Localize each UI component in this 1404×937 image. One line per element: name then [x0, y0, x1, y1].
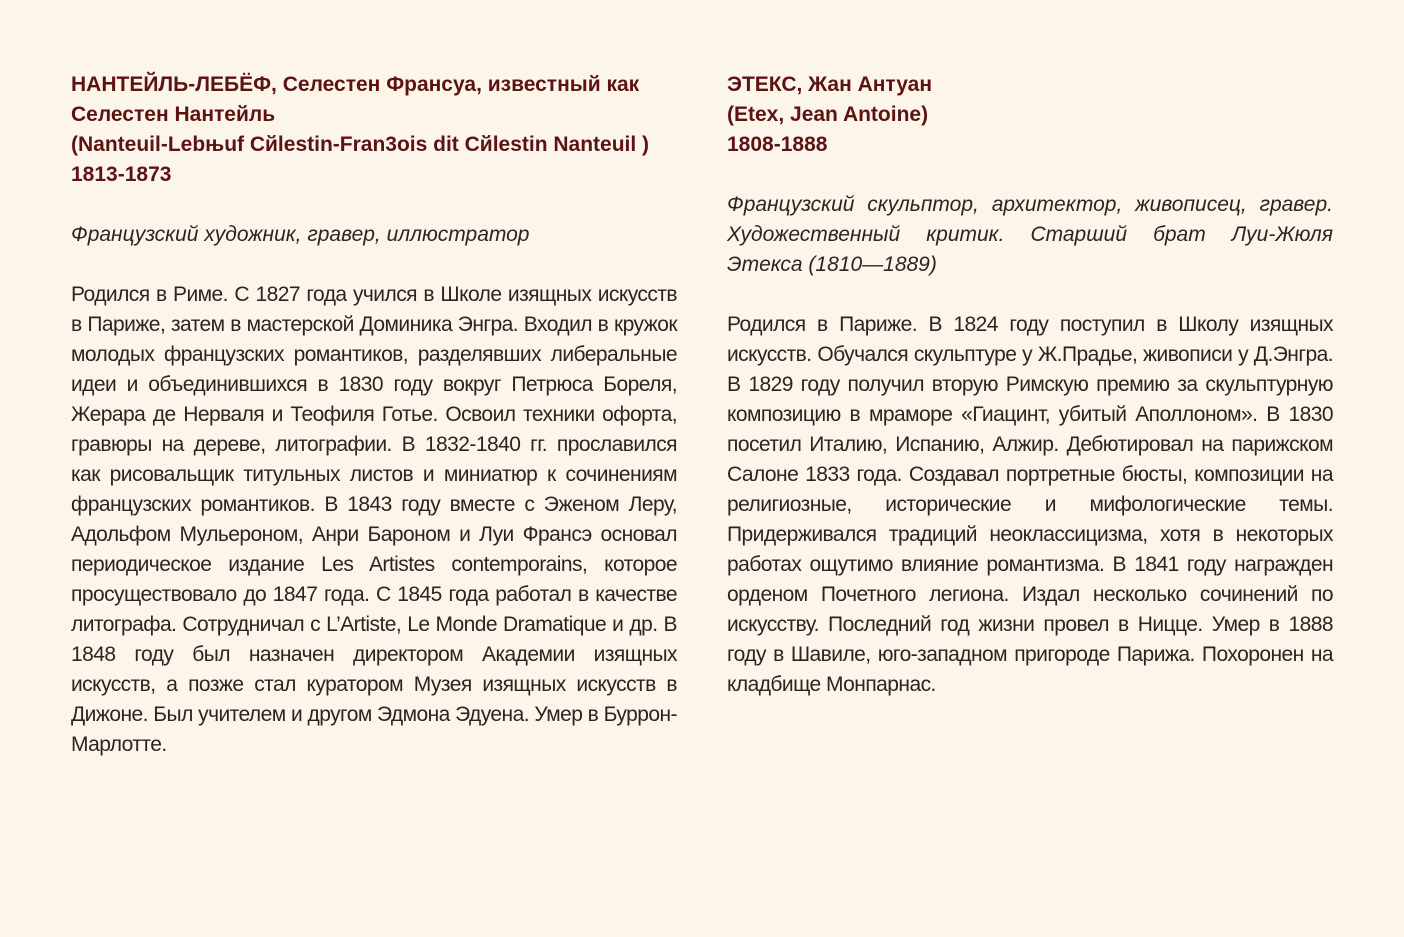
biography-column-nanteuil: [71, 70, 677, 781]
biography-column-etex: [727, 70, 1333, 721]
artist-description: Французский художник, гравер, иллюстратор: [71, 223, 530, 246]
artist-biography: Родился в Риме. С 1827 года учился в Школе изящных искусств в Париже, затем в мастерской Доминика Энгра. Входил в кружок молодых французских романтиков, разделявших либеральные идеи и объединившихся в 1830 году вокруг Петрюса Бореля, Жерара де Нерваля и Теофиля Готье. Освоил техники офорта, гравюры на дереве, литографии. В 1832-1840 гг. прославился как рисовальщик титульных листов и миниатюр к сочинениям французских романтиков. В 1843 году вместе с Эженом Леру, Адольфом Мульероном, Анри Бароном и Луи Франсэ основал периодическое издание Les Artistes contemporains, которое просуществовало до 1847 года. С 1845 года работал в качестве литографа. Сотрудничал с L’Artiste, Le Monde Dramatique и др. В 1848 году был назначен директором Академии изящных искусств, а позже стал куратором Музея изящных искусств в Дижоне. Был учителем и другом Эдмона Эдуена. Умер в Буррон-Марлотте.: [71, 283, 677, 756]
artist-original-name: (Nanteuil-Lebњuf Cйlestin-Fran3ois dit Cйlestin Nanteuil ): [71, 133, 650, 156]
artist-heading: [71, 70, 677, 190]
artist-biography: Родился в Париже. В 1824 году поступил в Школу изящных искусств. Обучался скульптуре у Ж.Прадье, живописи у Д.Энгра. В 1829 году получил вторую Римскую премию за скульптурную композицию в мраморе «Гиацинт, убитый Аполлоном». В 1830 посетил Италию, Испанию, Алжир. Дебютировал на парижском Салоне 1833 года. Создавал портретные бюсты, композиции на религиозные, исторические и мифологические темы. Придерживался традиций неоклассицизма, хотя в некоторых работах ощутимо влияние романтизма. В 1841 году награжден орденом Почетного легиона. Издал несколько сочинений по искусству. Последний год жизни провел в Ницце. Умер в 1888 году в Шавиле, юго-западном пригороде Парижа. Похоронен на кладбище Монпарнас.: [727, 313, 1333, 696]
artist-original-name: (Etex, Jean Antoine): [727, 103, 929, 126]
artist-name: ЭТЕКС, Жан Антуан: [727, 73, 933, 96]
artist-life-dates: 1813-1873: [71, 163, 172, 186]
artist-heading: [727, 70, 1333, 160]
artist-life-dates: 1808-1888: [727, 133, 828, 156]
artist-name: НАНТЕЙЛЬ-ЛЕБЁФ, Селестен Франсуа, известный как: [71, 73, 640, 96]
artist-known-as: Селестен Нантейль: [71, 103, 276, 126]
artist-description: Французский скульптор, архитектор, живописец, гравер. Художественный критик. Старший брат Луи-Жюля Этекса (1810—1889): [727, 193, 1333, 276]
